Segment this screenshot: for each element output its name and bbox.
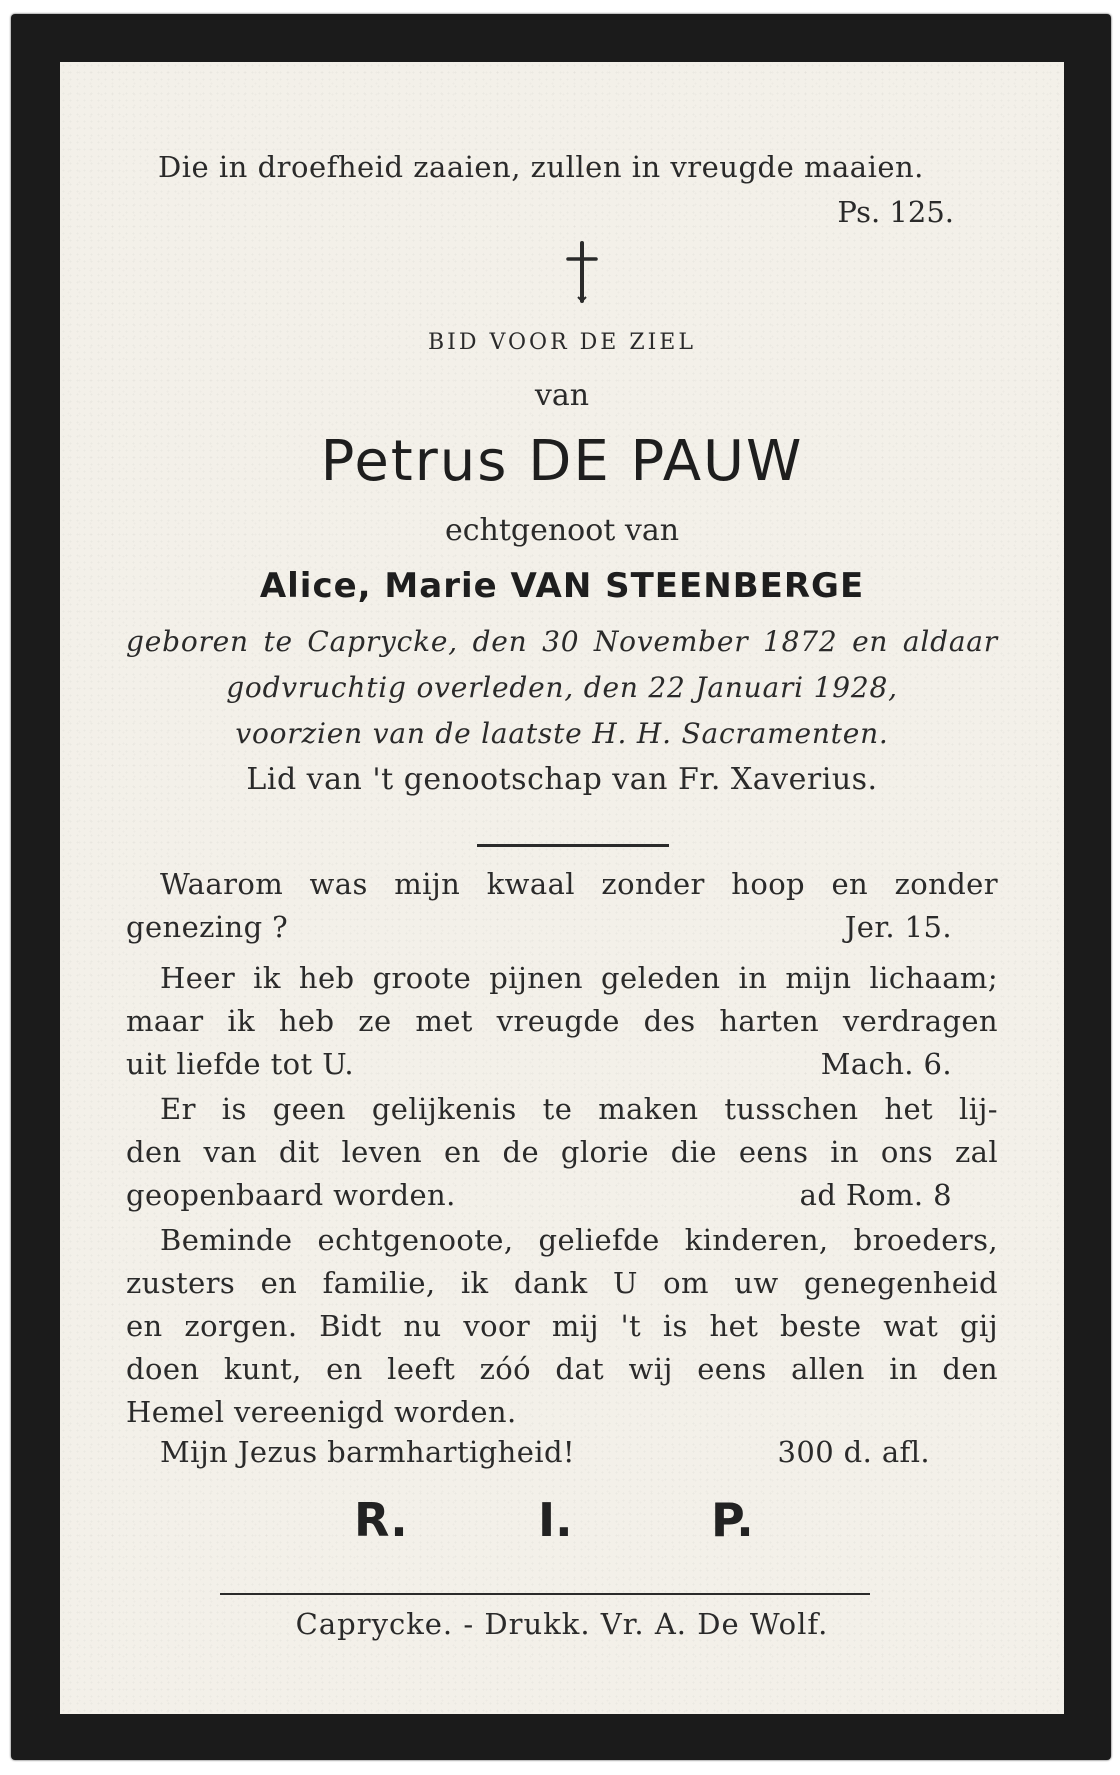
- verse-last-line: [126, 1391, 998, 1434]
- verse-paragraph: [126, 957, 998, 1086]
- verse-line: en zorgen. Bidt nu voor mij 't is het beste wat gij: [126, 1309, 998, 1343]
- verse-reference: [952, 1391, 998, 1434]
- verse-line: Hemel vereenigd worden.: [126, 1395, 517, 1429]
- divider-short: [477, 844, 669, 847]
- of-word: van: [534, 378, 590, 413]
- spouse-name: Alice, Marie VAN STEENBERGE: [259, 566, 865, 606]
- farewell-paragraph: [126, 1219, 998, 1434]
- memorial-card: [11, 14, 1111, 1760]
- verse-line: genezing ?: [126, 910, 289, 944]
- verse-reference: ad Rom. 8: [799, 1178, 952, 1212]
- verse-last-line: [126, 1043, 998, 1086]
- verse-paragraph: [126, 1088, 998, 1217]
- bio-line-2: godvruchtig overleden, den 22 Januari 1928,: [226, 671, 898, 704]
- verse-paragraph: [126, 863, 998, 949]
- verse-line: Er is geen gelijkenis te maken tusschen het lij-: [160, 1092, 998, 1126]
- rip-letter-r: R.: [354, 1493, 408, 1547]
- printer-imprint: Caprycke. - Drukk. Vr. A. De Wolf.: [295, 1607, 829, 1641]
- deceased-name: Petrus DE PAUW: [320, 429, 804, 494]
- verse-line: zusters en familie, ik dank U om uw genegenheid: [126, 1266, 998, 1300]
- pray-heading: BID VOOR DE ZIEL: [428, 330, 696, 355]
- divider-long: [220, 1593, 870, 1595]
- verse-line: Beminde echtgenoote, geliefde kinderen, broeders,: [160, 1223, 998, 1257]
- verse-line: uit liefde tot U.: [126, 1047, 354, 1081]
- verse-line: geopenbaard worden.: [126, 1178, 456, 1212]
- motto-reference: Ps. 125.: [837, 195, 954, 229]
- membership-text: Lid van 't genootschap van Fr. Xaverius.: [246, 762, 878, 797]
- rip-letter-p: P.: [711, 1493, 754, 1547]
- bio-line-3: voorzien van de laatste H. H. Sacramenten.: [235, 717, 889, 750]
- rip-letter-i: I.: [538, 1493, 573, 1547]
- bio-line-1: geboren te Caprycke, den 30 November 1872 en aldaar: [126, 625, 998, 658]
- card-paper: [60, 62, 1064, 1714]
- verse-reference: Mach. 6.: [820, 1047, 952, 1081]
- motto-text: Die in droefheid zaaien, zullen in vreugde maaien.: [158, 150, 924, 184]
- verse-line: doen kunt, en leeft zóó dat wij eens allen in den: [126, 1352, 998, 1386]
- verse-line: maar ik heb ze met vreugde des harten verdragen: [126, 1004, 998, 1038]
- verse-last-line: [126, 906, 998, 949]
- verse-line: den van dit leven en de glorie die eens in ons zal: [126, 1135, 998, 1169]
- verse-last-line: [126, 1174, 998, 1217]
- closing-prayer: Mijn Jezus barmhartigheid!: [160, 1435, 575, 1469]
- verse-line: Waarom was mijn kwaal zonder hoop en zonder: [160, 867, 998, 901]
- verse-reference: Jer. 15.: [844, 910, 952, 944]
- verse-line: Heer ik heb groote pijnen geleden in mijn lichaam;: [160, 961, 998, 995]
- indulgence-text: 300 d. afl.: [777, 1435, 930, 1469]
- closing-line: [160, 1435, 930, 1469]
- latin-cross-icon: [562, 241, 602, 303]
- spouse-of-text: echtgenoot van: [444, 513, 680, 548]
